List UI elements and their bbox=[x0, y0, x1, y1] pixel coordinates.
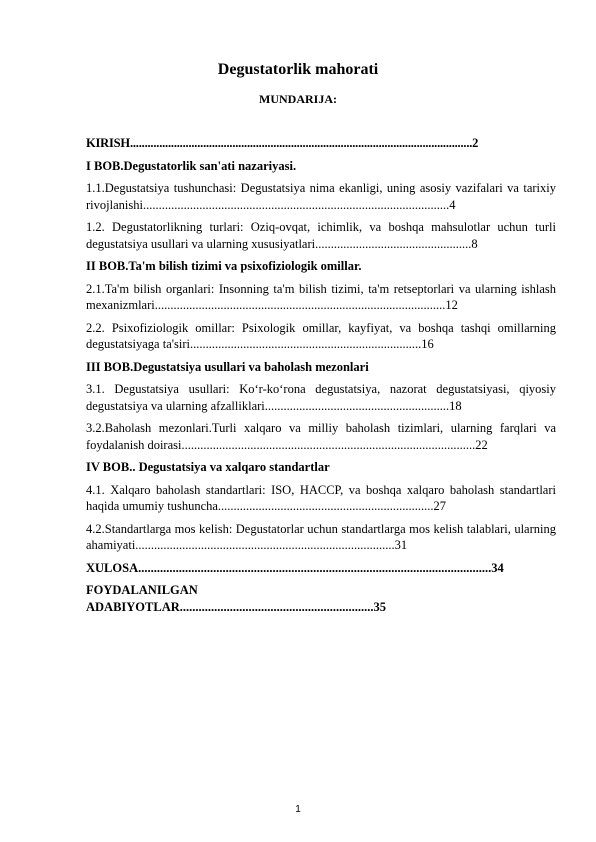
page-number: 1 bbox=[295, 804, 301, 815]
toc-chapter-3-heading: III BOB.Degustatsiya usullari va baholash mezonlari bbox=[86, 359, 369, 374]
toc-entry-kirish[interactable]: KIRISH.....................................................................................................................2 bbox=[86, 136, 479, 150]
toc-entry-4-2[interactable]: 4.2.Standartlarga mos kelish: Degustatorlar uchun standartlarga mos kelish talablari, ularning ahamiyati...................................................................................31 bbox=[86, 521, 556, 552]
toc-entry-xulosa[interactable]: XULOSA.................................................................................................................34 bbox=[86, 560, 504, 575]
toc-chapter-4-heading bbox=[86, 459, 556, 476]
toc-chapter-4-title: Degustatsiya va xalqaro standartlar bbox=[135, 460, 330, 474]
toc-entry-3-2[interactable]: 3.2.Baholash mezonlari.Turli xalqaro va milliy baholash tizimlari, ularning farqlari va foydalanish doirasi..............................................................................................22 bbox=[86, 421, 556, 452]
toc-entry-2-1[interactable]: 2.1.Ta'm bilish organlari: Insonning ta'm bilish tizimi, ta'm retseptorlari va ularning ishlash mexanizmlari.............................................................................................12 bbox=[86, 281, 556, 312]
toc-entry-4-1[interactable]: 4.1. Xalqaro baholash standartlari: ISO, HACCP, va boshqa xalqaro baholash standartlari haqida umumiy tushuncha.....................................................................27 bbox=[86, 482, 556, 513]
toc-heading: MUNDARIJA: bbox=[259, 92, 337, 106]
toc-entry-1-1[interactable]: 1.1.Degustatsiya tushunchasi: Degustatsiya nima ekanligi, uning asosiy vazifalari va tarixiy rivojlanishi..................................................................................................4 bbox=[86, 181, 556, 212]
toc-entry-foydalanilgan-line2: ADABIYOTLAR..............................................................35 bbox=[86, 599, 387, 614]
toc-chapter-2-heading: II BOB.Ta'm bilish tizimi va psixofiziologik omillar. bbox=[86, 259, 362, 273]
document-title: Degustatorlik mahorati bbox=[217, 61, 379, 78]
toc-chapter-1-heading: I BOB.Degustatorlik san'ati nazariyasi. bbox=[86, 158, 297, 173]
toc-entry-3-1[interactable]: 3.1. Degustatsiya usullari: Ko‘r-ko‘rona degustatsiya, nazorat degustatsiyasi, qiyosiy degustatsiya va ularning afzalliklari...........................................................18 bbox=[86, 382, 556, 413]
toc-entry-foydalanilgan-line1: FOYDALANILGAN bbox=[86, 583, 198, 597]
toc-entry-1-2[interactable]: 1.2. Degustatorlikning turlari: Oziq-ovqat, ichimlik, va boshqa mahsulotlar uchun turli degustatsiya usullari va ularning xususiyatlari..................................................8 bbox=[86, 220, 556, 251]
table-of-contents bbox=[86, 135, 556, 615]
toc-entry-2-2[interactable]: 2.2. Psixofiziologik omillar: Psixologik omillar, kayfiyat, va boshqa tashqi omillarning degustatsiyaga ta'siri..........................................................................16 bbox=[86, 320, 556, 351]
toc-chapter-4-prefix: IV BOB.. bbox=[86, 460, 136, 474]
toc-entry-foydalanilgan-adabiyotlar[interactable] bbox=[86, 582, 556, 615]
